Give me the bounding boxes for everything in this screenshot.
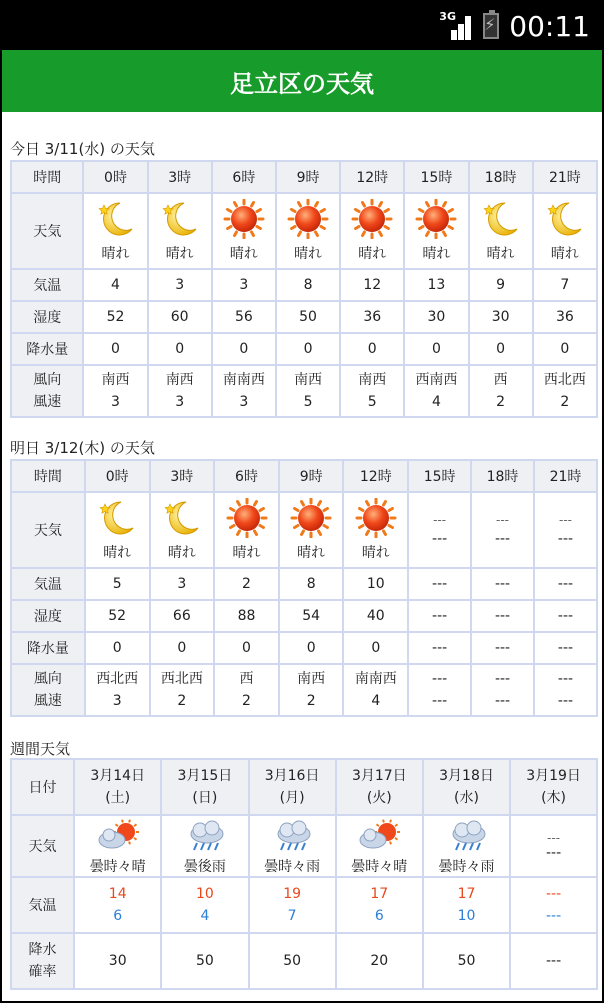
wind-cell xyxy=(148,365,212,417)
humidity-cell: --- xyxy=(408,600,471,632)
temp-cell: --- xyxy=(534,568,597,600)
signal-icon xyxy=(439,12,473,40)
humidity-cell: 36 xyxy=(533,301,597,333)
wind-speed: 5 xyxy=(367,394,377,410)
high-temp: 17 xyxy=(370,886,389,902)
hour-header: 9時 xyxy=(276,161,340,193)
wind-dir: 南西 xyxy=(165,372,194,388)
wind-cell xyxy=(150,664,215,716)
weather-cell xyxy=(279,492,344,568)
header-row xyxy=(11,460,597,492)
pop-label-2: 確率 xyxy=(28,964,57,980)
precip-cell: 0 xyxy=(150,632,215,664)
precip-cell: 0 xyxy=(85,632,150,664)
row-label-temp: 気温 xyxy=(11,877,74,933)
tomorrow-table xyxy=(10,459,598,717)
hour-header: 21時 xyxy=(534,460,597,492)
date-cell xyxy=(510,759,597,815)
temp-cell: 10 xyxy=(343,568,408,600)
weather-label: 晴れ xyxy=(294,246,323,262)
hour-header: 0時 xyxy=(83,161,147,193)
wind-cell xyxy=(212,365,276,417)
status-bar xyxy=(2,2,602,50)
humidity-cell: 30 xyxy=(469,301,533,333)
pop-row xyxy=(11,933,597,989)
wind-dir: --- xyxy=(494,671,511,687)
weather-cell xyxy=(336,815,423,877)
humidity-cell: --- xyxy=(534,600,597,632)
hour-header: 6時 xyxy=(212,161,276,193)
wind-cell xyxy=(534,664,597,716)
hour-header: 21時 xyxy=(533,161,597,193)
temp-row xyxy=(11,568,597,600)
temp-cell: 3 xyxy=(150,568,215,600)
temp-cell: 5 xyxy=(85,568,150,600)
weather-cell xyxy=(534,492,597,568)
temp-cell xyxy=(161,877,248,933)
weather-cell xyxy=(85,492,150,568)
weather-label: --- xyxy=(494,531,511,547)
clock: 00:11 xyxy=(509,9,590,43)
weather-cell xyxy=(408,492,471,568)
pop-cell: 50 xyxy=(423,933,510,989)
wind-dir: 西北西 xyxy=(96,671,139,687)
low-temp: 6 xyxy=(113,908,123,924)
cloud-rain-icon xyxy=(183,816,227,856)
row-label-temp: 気温 xyxy=(11,568,85,600)
row-label-weather: 天気 xyxy=(11,492,85,568)
weather-label: 晴れ xyxy=(229,246,258,262)
weather-cell xyxy=(340,193,404,269)
temp-cell: 12 xyxy=(340,269,404,301)
hour-header: 15時 xyxy=(404,161,468,193)
precip-row xyxy=(11,333,597,365)
wind-speed: 3 xyxy=(112,693,122,709)
wind-speed-label: 風速 xyxy=(33,693,62,709)
humidity-cell: 56 xyxy=(212,301,276,333)
row-label-pop xyxy=(11,933,74,989)
temp-cell: 13 xyxy=(404,269,468,301)
row-label-precip: 降水量 xyxy=(11,632,85,664)
temp-cell: 9 xyxy=(469,269,533,301)
row-label-temp: 気温 xyxy=(11,269,83,301)
low-temp: 6 xyxy=(374,908,384,924)
wind-dir: 南西 xyxy=(358,372,387,388)
humidity-cell: 52 xyxy=(85,600,150,632)
precip-cell: 0 xyxy=(469,333,533,365)
wind-speed: 3 xyxy=(175,394,185,410)
moon-icon xyxy=(543,199,587,239)
battery-icon xyxy=(483,13,499,39)
wind-dir: 南南西 xyxy=(354,671,397,687)
high-temp: 14 xyxy=(108,886,127,902)
precip-cell: 0 xyxy=(214,632,279,664)
weather-label: 曇時々晴 xyxy=(351,859,408,875)
weather-cell xyxy=(423,815,510,877)
humidity-cell: 52 xyxy=(83,301,147,333)
weather-cell xyxy=(249,815,336,877)
low-temp: 10 xyxy=(457,908,476,924)
row-label-time: 時間 xyxy=(11,161,83,193)
low-temp: 4 xyxy=(200,908,210,924)
hour-header: 9時 xyxy=(279,460,344,492)
weather-cell xyxy=(343,492,408,568)
hour-header: 18時 xyxy=(471,460,534,492)
high-temp: --- xyxy=(545,886,562,902)
row-label-wind xyxy=(11,664,85,716)
wind-speed: --- xyxy=(432,693,448,709)
wind-dir: 西北西 xyxy=(160,671,203,687)
weather-cell xyxy=(510,815,597,877)
pop-label-1: 降水 xyxy=(28,942,57,958)
weather-cell xyxy=(276,193,340,269)
row-label-humidity: 湿度 xyxy=(11,600,85,632)
weather-label: --- xyxy=(545,845,562,861)
row-label-precip: 降水量 xyxy=(11,333,83,365)
row-label-weather: 天気 xyxy=(11,193,83,269)
wind-speed: --- xyxy=(557,693,574,709)
precip-cell: 0 xyxy=(404,333,468,365)
row-label-time: 時間 xyxy=(11,460,85,492)
wind-speed: 2 xyxy=(306,693,316,709)
date-cell xyxy=(249,759,336,815)
hour-header: 0時 xyxy=(85,460,150,492)
day-of-week: (月) xyxy=(279,790,305,806)
moon-icon xyxy=(160,498,204,538)
pop-cell: 20 xyxy=(336,933,423,989)
wind-dir: 西南西 xyxy=(415,372,458,388)
day-of-week: (火) xyxy=(366,790,392,806)
wind-dir: 西 xyxy=(493,372,508,388)
wind-cell xyxy=(276,365,340,417)
weather-label: --- xyxy=(557,531,574,547)
temp-cell: --- xyxy=(408,568,471,600)
humidity-cell: 30 xyxy=(404,301,468,333)
date: 3月16日 xyxy=(264,768,320,784)
temp-cell: 8 xyxy=(276,269,340,301)
wind-dir: 南西 xyxy=(297,671,326,687)
row-label-date: 日付 xyxy=(11,759,74,815)
humidity-row xyxy=(11,600,597,632)
weather-label: 晴れ xyxy=(101,246,130,262)
wind-speed: 5 xyxy=(303,394,313,410)
wind-speed: 4 xyxy=(371,693,381,709)
weather-cell xyxy=(148,193,212,269)
row-label-weather: 天気 xyxy=(11,815,74,877)
weather-label: 晴れ xyxy=(486,246,515,262)
wind-cell xyxy=(408,664,471,716)
humidity-cell: 88 xyxy=(214,600,279,632)
app-title: 足立区の天気 xyxy=(230,69,374,98)
wind-cell xyxy=(404,365,468,417)
weather-row xyxy=(11,492,597,568)
humidity-cell: --- xyxy=(471,600,534,632)
high-temp: 17 xyxy=(457,886,476,902)
weather-cell xyxy=(214,492,279,568)
temp-cell: 4 xyxy=(83,269,147,301)
weather-label: --- xyxy=(432,531,448,547)
humidity-cell: 40 xyxy=(343,600,408,632)
cloud-rain-icon xyxy=(270,816,314,856)
temp-cell xyxy=(336,877,423,933)
wind-dir: --- xyxy=(432,671,448,687)
weather-label: 晴れ xyxy=(165,246,194,262)
cloud-rain-icon xyxy=(445,816,489,856)
temp-cell: --- xyxy=(471,568,534,600)
wind-dir: 南西 xyxy=(294,372,323,388)
wind-speed: 2 xyxy=(560,394,570,410)
moon-icon xyxy=(94,199,138,239)
temp-cell xyxy=(74,877,161,933)
weather-cell xyxy=(150,492,215,568)
wind-dir-label: 風向 xyxy=(33,671,62,687)
date: 3月14日 xyxy=(90,768,146,784)
precip-row xyxy=(11,632,597,664)
wind-speed: 4 xyxy=(431,394,441,410)
pop-cell: 50 xyxy=(161,933,248,989)
cloud-sun-icon xyxy=(96,816,140,856)
humidity-cell: 54 xyxy=(279,600,344,632)
moon-icon xyxy=(158,199,202,239)
hour-header: 3時 xyxy=(150,460,215,492)
precip-cell: 0 xyxy=(279,632,344,664)
high-temp: 19 xyxy=(283,886,302,902)
pop-cell: 30 xyxy=(74,933,161,989)
placeholder-dash: --- xyxy=(558,513,572,527)
weather-label: 晴れ xyxy=(358,246,387,262)
humidity-cell: 50 xyxy=(276,301,340,333)
date: 3月19日 xyxy=(526,768,581,784)
day-of-week: (土) xyxy=(105,790,131,806)
wind-dir: 南西 xyxy=(101,372,130,388)
temp-cell xyxy=(249,877,336,933)
placeholder-dash: --- xyxy=(496,513,510,527)
wind-cell xyxy=(83,365,147,417)
wind-speed-label: 風速 xyxy=(33,394,62,410)
wind-dir: --- xyxy=(557,671,574,687)
hour-header: 3時 xyxy=(148,161,212,193)
temp-cell: 8 xyxy=(279,568,344,600)
moon-icon xyxy=(95,498,139,538)
weather-cell xyxy=(471,492,534,568)
sun-icon xyxy=(286,199,330,239)
moon-icon xyxy=(479,199,523,239)
wind-cell xyxy=(471,664,534,716)
hour-header: 6時 xyxy=(214,460,279,492)
day-of-week: (水) xyxy=(454,790,479,806)
weather-label: 曇後雨 xyxy=(183,859,226,875)
weather-label: 晴れ xyxy=(422,246,451,262)
row-label-humidity: 湿度 xyxy=(11,301,83,333)
temp-cell: 2 xyxy=(214,568,279,600)
weather-label: 晴れ xyxy=(103,545,132,561)
temp-row xyxy=(11,269,597,301)
humidity-cell: 66 xyxy=(150,600,215,632)
precip-cell: 0 xyxy=(83,333,147,365)
precip-cell: 0 xyxy=(533,333,597,365)
wind-dir: 西 xyxy=(239,671,254,687)
precip-cell: --- xyxy=(408,632,471,664)
low-temp: --- xyxy=(545,908,562,924)
weather-row xyxy=(11,815,597,877)
precip-cell: 0 xyxy=(276,333,340,365)
sun-icon xyxy=(225,498,269,538)
sun-icon xyxy=(289,498,333,538)
app-title-bar xyxy=(2,50,602,112)
today-title: 今日 3/11(水) の天気 xyxy=(10,140,155,158)
hour-header: 15時 xyxy=(408,460,471,492)
wind-row xyxy=(11,664,597,716)
wind-cell xyxy=(340,365,404,417)
weather-cell xyxy=(83,193,147,269)
wind-cell xyxy=(533,365,597,417)
sun-icon xyxy=(350,199,394,239)
temp-cell: 3 xyxy=(212,269,276,301)
date: 3月15日 xyxy=(177,768,233,784)
weather-label: 晴れ xyxy=(167,545,196,561)
tomorrow-title: 明日 3/12(木) の天気 xyxy=(10,439,155,457)
weather-label: 晴れ xyxy=(297,545,326,561)
precip-cell: 0 xyxy=(343,632,408,664)
weather-label: 晴れ xyxy=(361,545,390,561)
weekly-title: 週間天気 xyxy=(10,740,71,758)
weather-cell xyxy=(469,193,533,269)
weather-cell xyxy=(161,815,248,877)
humidity-cell: 36 xyxy=(340,301,404,333)
sun-icon xyxy=(354,498,398,538)
wind-dir: 南南西 xyxy=(222,372,265,388)
precip-cell: 0 xyxy=(340,333,404,365)
weather-label: 曇時々晴 xyxy=(89,859,146,875)
placeholder-dash: --- xyxy=(433,513,447,527)
wind-speed: 2 xyxy=(177,693,187,709)
hour-header: 12時 xyxy=(340,161,404,193)
weather-cell xyxy=(212,193,276,269)
hour-header: 18時 xyxy=(469,161,533,193)
wind-speed: 3 xyxy=(239,394,249,410)
weekly-table xyxy=(10,758,598,990)
date-cell xyxy=(423,759,510,815)
weather-cell xyxy=(74,815,161,877)
weather-cell xyxy=(533,193,597,269)
header-row xyxy=(11,161,597,193)
low-temp: 7 xyxy=(287,908,297,924)
wind-dir: 西北西 xyxy=(543,372,586,388)
precip-cell: --- xyxy=(471,632,534,664)
high-temp: 10 xyxy=(195,886,214,902)
wind-speed: 3 xyxy=(111,394,120,410)
precip-cell: 0 xyxy=(212,333,276,365)
placeholder-dash: --- xyxy=(547,831,561,845)
row-label-wind xyxy=(11,365,83,417)
weather-label: 曇時々雨 xyxy=(438,859,495,875)
date: 3月18日 xyxy=(439,768,494,784)
date: 3月17日 xyxy=(351,768,407,784)
pop-cell: 50 xyxy=(249,933,336,989)
date-row xyxy=(11,759,597,815)
sun-icon xyxy=(414,199,458,239)
weather-label: 晴れ xyxy=(550,246,579,262)
wind-cell xyxy=(343,664,408,716)
temp-row xyxy=(11,877,597,933)
precip-cell: 0 xyxy=(148,333,212,365)
wind-speed: 2 xyxy=(242,693,251,709)
date-cell xyxy=(74,759,161,815)
weather-row xyxy=(11,193,597,269)
date-cell xyxy=(161,759,248,815)
humidity-row xyxy=(11,301,597,333)
network-type: 3G xyxy=(439,10,456,23)
temp-cell: 7 xyxy=(533,269,597,301)
date-cell xyxy=(336,759,423,815)
temp-cell xyxy=(510,877,597,933)
wind-speed: 2 xyxy=(496,394,506,410)
wind-row xyxy=(11,365,597,417)
wind-speed: --- xyxy=(494,693,511,709)
sun-icon xyxy=(222,199,266,239)
wind-cell xyxy=(469,365,533,417)
temp-cell xyxy=(423,877,510,933)
pop-cell: --- xyxy=(510,933,597,989)
precip-cell: --- xyxy=(534,632,597,664)
wind-cell xyxy=(279,664,344,716)
cloud-sun-icon xyxy=(357,816,401,856)
day-of-week: (木) xyxy=(541,790,567,806)
weather-label: 曇時々雨 xyxy=(264,859,321,875)
humidity-cell: 60 xyxy=(148,301,212,333)
wind-dir-label: 風向 xyxy=(33,372,62,388)
weather-label: 晴れ xyxy=(232,545,261,561)
hour-header: 12時 xyxy=(343,460,408,492)
day-of-week: (日) xyxy=(192,790,218,806)
weather-cell xyxy=(404,193,468,269)
temp-cell: 3 xyxy=(148,269,212,301)
wind-cell xyxy=(214,664,279,716)
wind-cell xyxy=(85,664,150,716)
today-table xyxy=(10,160,598,418)
